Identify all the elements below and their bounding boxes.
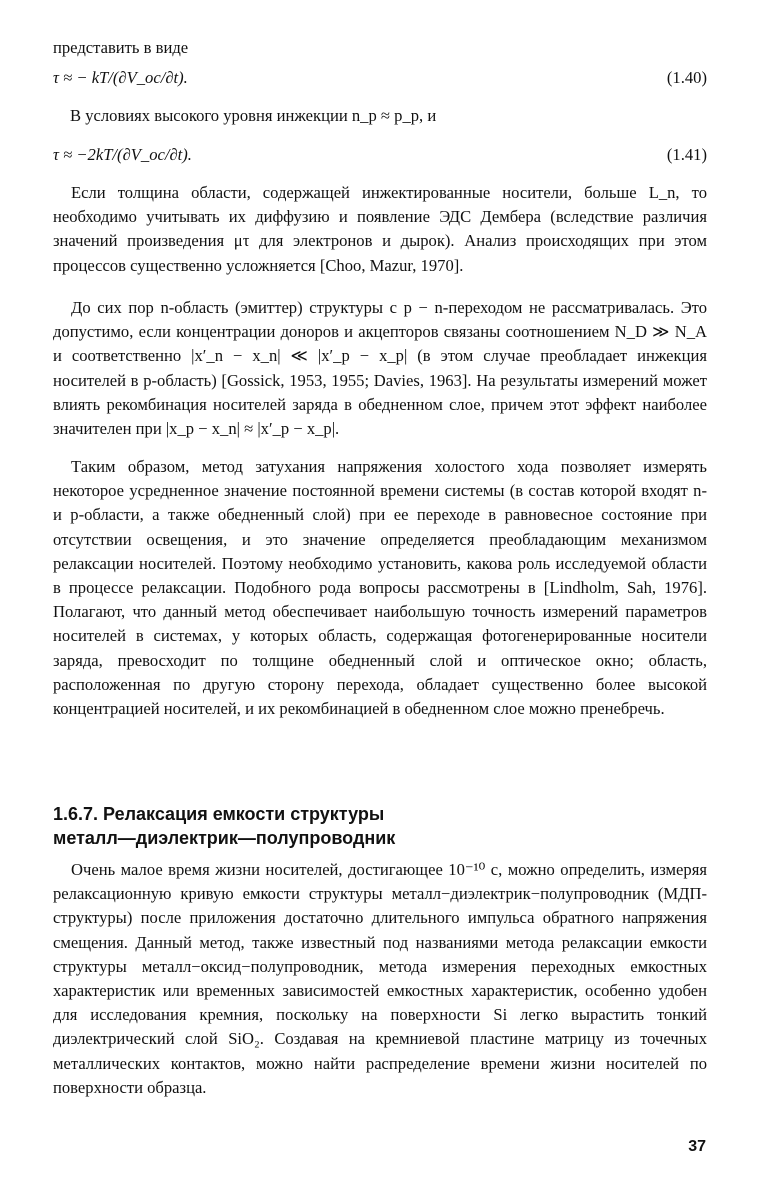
equation-1-40 bbox=[53, 66, 707, 92]
equation-1-40-number: (1.40) bbox=[666, 68, 707, 87]
paragraph-summary: Таким образом, метод затухания напряжения холостого хода позволяет измерять некоторое усредненное значение постоянной времени системы (в состав которой входят n- и p-области, а также обедненный слой) при ее переходе в равновесное состояние при отсутствии освещения, и это значение определяется преобладающим механизмом релаксации носителей. Поэтому необходимо установить, какова роль исследуемой области в процессе релаксации. Подобного рода вопросы рассмотрены в [Lindholm, Sah, 1976]. Полагают, что данный метод обеспечивает наибольшую точность измерений параметров носителей в системах, у которых область, содержащая фотогенерированные носители заряда, превосходит по толщине обедненный слой и оптическое окно; область, расположенная по другую сторону перехода, обладает существенно более высокой концентрацией носителей, и их рекомбинацией в обедненном слое можно пренебречь. bbox=[53, 457, 707, 719]
paragraph-emitter: До сих пор n-область (эмиттер) структуры с p − n-переходом не рассматривалась. Это допустимо, если концентрации доноров и акцепторов связаны соотношением N_D ≫ N_A и соответственно |x′_n − x_n| ≪ |x′_p − x_p| (в этом случае преобладает инжекция носителей в p-область) [Gossick, 1953, 1955; Davies, 1963]. На результаты измерений может влиять рекомбинация носителей заряда в обедненном слое, причем этот эффект наиболее значителен при |x_p − x_n| ≈ |x′_p − x_p|. bbox=[53, 298, 707, 439]
high-injection-condition: В условиях высокого уровня инжекции n_p ≈ p_p, и bbox=[70, 106, 437, 125]
section-heading bbox=[53, 802, 707, 850]
page-number: 37 bbox=[688, 1138, 706, 1155]
paragraph-mis-relaxation: Очень малое время жизни носителей, достигающее 10⁻¹⁰ с, можно определить, измеряя релаксационную кривую емкости структуры металл−диэлектрик−полупроводник (МДП-структуры) после приложения достаточно длительного импульса обратного напряжения смещения. Данный метод, также известный под названиями метода релаксации емкости структуры металл−оксид−полупроводник, метода измерения переходных емкостных характеристик или временных зависимостей емкостных характеристик, особенно удобен для исследования кремния, поскольку на поверхности Si легко вырастить тонкий диэлектрический слой SiO₂. Создавая на кремниевой пластине матрицу из точечных металлических контактов, можно найти распределение времени жизни носителей по поверхности образца. bbox=[53, 860, 707, 1097]
equation-1-41-formula: τ ≈ −2kT/(∂V_oc/∂t). bbox=[53, 145, 192, 164]
equation-1-41-number: (1.41) bbox=[666, 145, 707, 164]
intro-line: представить в виде bbox=[53, 38, 189, 57]
equation-1-40-formula: τ ≈ − kT/(∂V_oc/∂t). bbox=[53, 68, 188, 87]
section-heading-line1: 1.6.7. Релаксация емкости структуры bbox=[53, 804, 385, 824]
equation-1-41 bbox=[53, 143, 707, 169]
section-heading-line2: металл—диэлектрик—полупроводник bbox=[53, 828, 396, 848]
paragraph-diffusion: Если толщина области, содержащей инжектированные носители, больше L_n, то необходимо учитывать их диффузию и появление ЭДС Дембера (вследствие различия значений произведения μτ для электронов и дырок). Анализ происходящих при этом процессов существенно усложняется [Choo, Mazur, 1970]. bbox=[53, 183, 707, 275]
